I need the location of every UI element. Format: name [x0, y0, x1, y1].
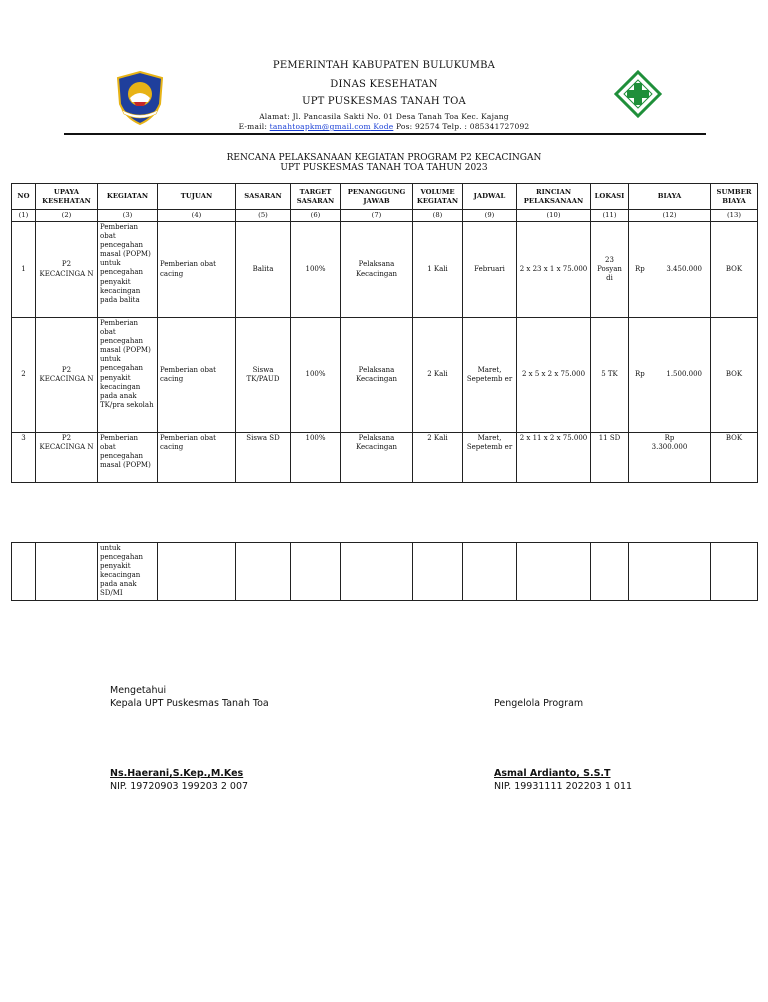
cell-kegiatan: Pemberian obat pencegahan masal (POPM) — [98, 433, 158, 483]
cell-upaya: P2 KECACINGA N — [36, 318, 98, 433]
index-cell: (3) — [98, 210, 158, 222]
index-cell: (11) — [591, 210, 629, 222]
plan-table — [11, 183, 758, 483]
cell-empty — [291, 543, 341, 601]
biaya-amount: 1.500.000 — [666, 370, 702, 379]
index-cell: (1) — [12, 210, 36, 222]
cell-no: 1 — [12, 222, 36, 318]
col-biaya: BIAYA — [629, 184, 711, 210]
sig-right-role: Pengelola Program — [494, 698, 584, 709]
cell-sasaran: Siswa TK/PAUD — [236, 318, 291, 433]
cell-jadwal: Maret, Sepetemb er — [463, 318, 517, 433]
cell-empty — [413, 543, 463, 601]
cell-tujuan: Pemberian obat cacing — [158, 222, 236, 318]
email-link[interactable]: tanahtoapkm@gmail.com — [269, 122, 371, 131]
cell-no: 3 — [12, 433, 36, 483]
biaya-amount: 3.300.000 — [651, 443, 688, 452]
col-lokasi: LOKASI — [591, 184, 629, 210]
col-volume: VOLUME KEGIATAN — [413, 184, 463, 210]
email-label: E-mail: — [238, 122, 270, 131]
index-cell: (2) — [36, 210, 98, 222]
cell-biaya — [629, 433, 711, 483]
cell-upaya: P2 KECACINGA N — [36, 433, 98, 483]
signature-right-name — [494, 767, 632, 793]
sig-left-nip: NIP. 19720903 199203 2 007 — [110, 781, 249, 792]
sig-right-nip: NIP. 19931111 202203 1 011 — [494, 781, 633, 792]
sig-right-name: Asmal Ardianto, S.S.T — [494, 768, 611, 779]
header-dinas: DINAS KESEHATAN — [330, 79, 438, 90]
col-rincian: RINCIAN PELAKSANAAN — [517, 184, 591, 210]
cell-empty — [36, 543, 98, 601]
cell-volume: 2 Kali — [413, 433, 463, 483]
table-row — [12, 433, 758, 483]
biaya-currency: Rp — [635, 264, 645, 273]
cell-target: 100% — [291, 318, 341, 433]
cell-jadwal: Februari — [463, 222, 517, 318]
cell-target: 100% — [291, 222, 341, 318]
cell-lokasi: 23 Posyan di — [591, 222, 629, 318]
cell-empty — [463, 543, 517, 601]
cell-volume: 2 Kali — [413, 318, 463, 433]
header-gov: PEMERINTAH KABUPATEN BULUKUMBA — [272, 60, 496, 71]
cell-kegiatan: Pemberian obat pencegahan masal (POPM) untuk pencegahan penyakit kecacingan pada balita — [98, 222, 158, 318]
index-cell: (4) — [158, 210, 236, 222]
cell-sasaran: Siswa SD — [236, 433, 291, 483]
cell-upaya: P2 KECACINGA N — [36, 222, 98, 318]
cell-target: 100% — [291, 433, 341, 483]
cell-pj: Pelaksana Kecacingan — [341, 222, 413, 318]
index-cell: (9) — [463, 210, 517, 222]
cell-sumber: BOK — [711, 222, 758, 318]
cell-no: 2 — [12, 318, 36, 433]
index-cell: (7) — [341, 210, 413, 222]
header-row — [12, 184, 758, 210]
cell-tujuan: Pemberian obat cacing — [158, 318, 236, 433]
cell-lokasi: 5 TK — [591, 318, 629, 433]
continuation-table — [11, 542, 758, 601]
header-upt: UPT PUSKESMAS TANAH TOA — [302, 96, 466, 107]
cell-empty — [711, 543, 758, 601]
table-row — [12, 222, 758, 318]
col-pj: PENANGGUNG JAWAB — [341, 184, 413, 210]
cell-pj: Pelaksana Kecacingan — [341, 433, 413, 483]
biaya-currency: Rp — [635, 370, 645, 379]
cell-empty — [12, 543, 36, 601]
col-target: TARGET SASARAN — [291, 184, 341, 210]
col-kegiatan: KEGIATAN — [98, 184, 158, 210]
col-sasaran: SASARAN — [236, 184, 291, 210]
cell-empty — [236, 543, 291, 601]
col-tujuan: TUJUAN — [158, 184, 236, 210]
biaya-currency: Rp — [664, 434, 675, 442]
col-upaya: UPAYA KESEHATAN — [36, 184, 98, 210]
biaya-amount: 3.450.000 — [666, 264, 702, 273]
header-address: Alamat: Jl. Pancasila Sakti No. 01 Desa Tanah Toa Kec. Kajang — [259, 112, 509, 121]
table-row — [12, 543, 758, 601]
cell-rincian: 2 x 11 x 2 x 75.000 — [517, 433, 591, 483]
table-row — [12, 318, 758, 433]
signature-left — [110, 684, 269, 710]
sig-left-name: Ns.Haerani,S.Kep.,M.Kes — [110, 768, 244, 779]
index-cell: (10) — [517, 210, 591, 222]
cell-rincian: 2 x 5 x 2 x 75.000 — [517, 318, 591, 433]
cell-lokasi: 11 SD — [591, 433, 629, 483]
doc-title: RENCANA PELAKSANAAN KEGIATAN PROGRAM P2 KECACINGAN — [226, 153, 542, 163]
index-row — [12, 210, 758, 222]
cell-jadwal: Maret, Sepetemb er — [463, 433, 517, 483]
signature-left-name — [110, 767, 248, 793]
index-cell: (12) — [629, 210, 711, 222]
col-no: NO — [12, 184, 36, 210]
cell-empty — [591, 543, 629, 601]
postal-phone: Pos: 92574 Telp. : 085341727092 — [393, 122, 530, 131]
cell-biaya — [629, 222, 711, 318]
doc-subtitle: UPT PUSKESMAS TANAH TOA TAHUN 2023 — [280, 163, 488, 173]
cell-biaya — [629, 318, 711, 433]
col-sumber: SUMBER BIAYA — [711, 184, 758, 210]
sig-left-role: Kepala UPT Puskesmas Tanah Toa — [110, 698, 269, 709]
col-jadwal: JADWAL — [463, 184, 517, 210]
kode-link[interactable]: Kode — [370, 122, 394, 131]
puskesmas-logo — [614, 70, 662, 118]
index-cell: (6) — [291, 210, 341, 222]
cell-sumber: BOK — [711, 318, 758, 433]
cell-kegiatan: Pemberian obat pencegahan masal (POPM) untuk pencegahan penyakit kecacingan pada anak TK/pra sekolah — [98, 318, 158, 433]
cell-tujuan: Pemberian obat cacing — [158, 433, 236, 483]
cell-empty — [629, 543, 711, 601]
index-cell: (5) — [236, 210, 291, 222]
index-cell: (13) — [711, 210, 758, 222]
cell-sasaran: Balita — [236, 222, 291, 318]
cell-volume: 1 Kali — [413, 222, 463, 318]
cell-pj: Pelaksana Kecacingan — [341, 318, 413, 433]
cell-empty — [341, 543, 413, 601]
index-cell: (8) — [413, 210, 463, 222]
header-divider — [64, 133, 706, 135]
sig-left-mengetahui: Mengetahui — [110, 685, 167, 696]
header-contact — [0, 122, 768, 131]
cell-empty — [158, 543, 236, 601]
cell-sumber: BOK — [711, 433, 758, 483]
cell-rincian: 2 x 23 x 1 x 75.000 — [517, 222, 591, 318]
cell-kegiatan: untuk pencegahan penyakit kecacingan pada anak SD/MI — [98, 543, 158, 601]
signature-right — [494, 697, 583, 710]
cell-empty — [517, 543, 591, 601]
